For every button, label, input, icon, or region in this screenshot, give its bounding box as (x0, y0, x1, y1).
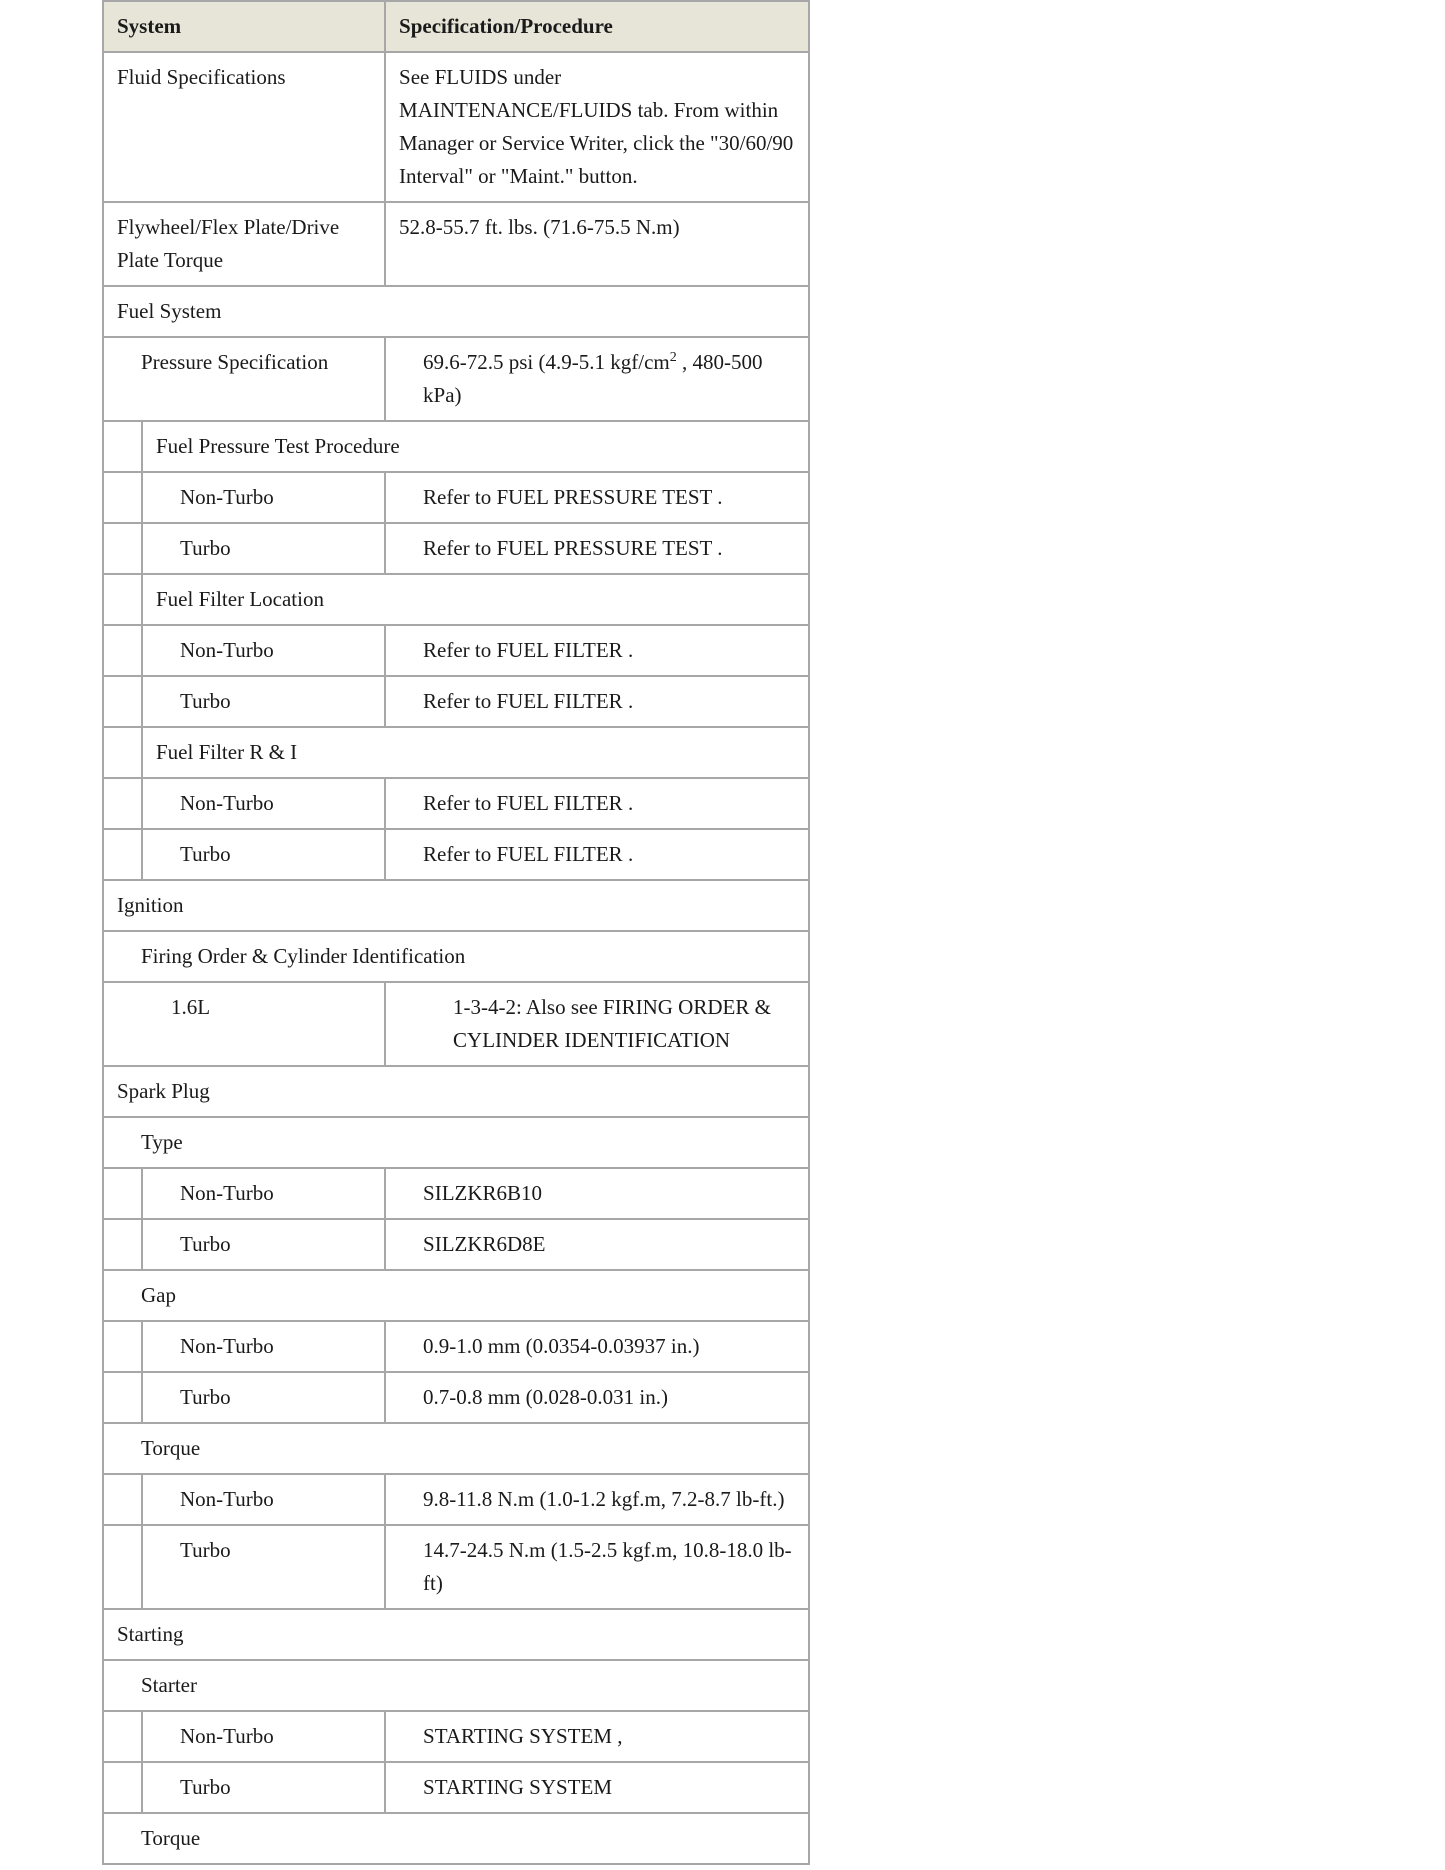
item-value-cell (385, 982, 809, 1066)
item-value: SILZKR6B10 (423, 1181, 543, 1205)
item-value: Refer to FUEL FILTER . (423, 638, 634, 662)
table-section-row (103, 727, 809, 778)
table-section-row (103, 1813, 809, 1864)
table-section-row (103, 1660, 809, 1711)
item-value: 0.7-0.8 mm (0.028-0.031 in.) (423, 1385, 668, 1409)
table-body (103, 52, 809, 1864)
item-label: Pressure Specification (141, 350, 329, 374)
item-value-cell (385, 337, 809, 421)
section-label-cell (103, 1066, 809, 1117)
table-row (103, 1525, 809, 1609)
table-row (103, 1168, 809, 1219)
section-label: Ignition (117, 893, 184, 917)
item-value-cell (385, 829, 809, 880)
section-label: Fuel Pressure Test Procedure (156, 434, 400, 458)
table-section-row (103, 880, 809, 931)
item-value: Refer to FUEL FILTER . (423, 842, 634, 866)
item-label: Turbo (180, 1538, 231, 1562)
item-value-cell (385, 625, 809, 676)
item-label: Turbo (180, 536, 231, 560)
table-row (103, 52, 809, 202)
indent-gutter-cell (103, 1762, 142, 1813)
section-label: Starter (141, 1673, 197, 1697)
item-value-cell (385, 1525, 809, 1609)
section-label-cell (103, 1117, 809, 1168)
item-label: Turbo (180, 1775, 231, 1799)
item-value-cell (385, 676, 809, 727)
item-label: Turbo (180, 689, 231, 713)
table-section-row (103, 1423, 809, 1474)
item-label-cell (142, 1474, 385, 1525)
item-label-cell (142, 523, 385, 574)
indent-gutter-cell (103, 574, 142, 625)
item-value: STARTING SYSTEM , (423, 1724, 623, 1748)
item-label: Fluid Specifications (117, 65, 286, 89)
item-value-cell (385, 778, 809, 829)
item-value: 14.7-24.5 N.m (1.5-2.5 kgf.m, 10.8-18.0 lb-ft) (423, 1538, 792, 1595)
section-label-cell (142, 574, 809, 625)
item-label: Non-Turbo (180, 1181, 274, 1205)
table-header-row (103, 1, 809, 52)
indent-gutter-cell (103, 1474, 142, 1525)
item-value: SILZKR6D8E (423, 1232, 546, 1256)
item-value-cell (385, 1762, 809, 1813)
item-value-cell (385, 1321, 809, 1372)
section-label-cell (142, 727, 809, 778)
item-value-cell (385, 523, 809, 574)
section-label-cell (103, 1423, 809, 1474)
table-row (103, 523, 809, 574)
item-value: 0.9-1.0 mm (0.0354-0.03937 in.) (423, 1334, 700, 1358)
item-label: Non-Turbo (180, 485, 274, 509)
section-label-cell (103, 1270, 809, 1321)
item-label-cell (142, 1762, 385, 1813)
item-value-cell (385, 202, 809, 286)
item-label: Non-Turbo (180, 791, 274, 815)
section-label-cell (142, 421, 809, 472)
table-section-row (103, 1066, 809, 1117)
column-header-procedure: Specification/Procedure (385, 1, 809, 52)
table-row (103, 676, 809, 727)
item-value: Refer to FUEL FILTER . (423, 689, 634, 713)
item-value-cell (385, 1474, 809, 1525)
item-value: See FLUIDS under MAINTENANCE/FLUIDS tab. From within Manager or Service Writer, click the "30/60/90 Interval" or "Maint." button. (399, 65, 794, 188)
item-label-cell (103, 337, 385, 421)
item-value: Refer to FUEL FILTER . (423, 791, 634, 815)
table-row (103, 1372, 809, 1423)
table-row (103, 982, 809, 1066)
section-label-cell (103, 1609, 809, 1660)
item-value-cell (385, 52, 809, 202)
section-label: Torque (141, 1826, 201, 1850)
item-label-cell (142, 1168, 385, 1219)
table-row (103, 1711, 809, 1762)
section-label-cell (103, 931, 809, 982)
item-label: Non-Turbo (180, 1487, 274, 1511)
table-section-row (103, 421, 809, 472)
table-row (103, 1474, 809, 1525)
table-section-row (103, 1270, 809, 1321)
section-label: Firing Order & Cylinder Identification (141, 944, 466, 968)
item-label: Turbo (180, 1385, 231, 1409)
table-section-row (103, 1609, 809, 1660)
item-value: Refer to FUEL PRESSURE TEST . (423, 485, 723, 509)
value-superscript: 2 (669, 350, 677, 365)
section-label: Spark Plug (117, 1079, 210, 1103)
indent-gutter-cell (103, 625, 142, 676)
item-label-cell (103, 52, 385, 202)
item-value: 69.6-72.5 psi (4.9-5.1 kgf/cm (423, 350, 670, 374)
section-label: Fuel Filter Location (156, 587, 324, 611)
indent-gutter-cell (103, 421, 142, 472)
item-value-cell (385, 1372, 809, 1423)
column-header-system: System (103, 1, 385, 52)
section-label: Gap (141, 1283, 176, 1307)
indent-gutter-cell (103, 727, 142, 778)
section-label: Fuel Filter R & I (156, 740, 298, 764)
table-row (103, 1321, 809, 1372)
section-label-cell (103, 1813, 809, 1864)
item-label-cell (142, 1525, 385, 1609)
indent-gutter-cell (103, 1525, 142, 1609)
section-label: Type (141, 1130, 183, 1154)
indent-gutter-cell (103, 523, 142, 574)
item-value: Refer to FUEL PRESSURE TEST . (423, 536, 723, 560)
table-row (103, 337, 809, 421)
table-row (103, 472, 809, 523)
item-label-cell (103, 982, 385, 1066)
item-label: Turbo (180, 1232, 231, 1256)
item-value: 1-3-4-2: Also see FIRING ORDER & CYLINDER IDENTIFICATION (453, 995, 771, 1052)
item-label: 1.6L (171, 995, 211, 1019)
section-label-cell (103, 1660, 809, 1711)
table-row (103, 625, 809, 676)
table-section-row (103, 574, 809, 625)
section-label: Fuel System (117, 299, 222, 323)
table-row (103, 1762, 809, 1813)
table-row (103, 1219, 809, 1270)
item-label: Non-Turbo (180, 1724, 274, 1748)
item-value: 52.8-55.7 ft. lbs. (71.6-75.5 N.m) (399, 215, 680, 239)
item-value: STARTING SYSTEM (423, 1775, 613, 1799)
indent-gutter-cell (103, 472, 142, 523)
item-label-cell (142, 625, 385, 676)
section-label-cell (103, 880, 809, 931)
item-label-cell (142, 1372, 385, 1423)
item-label: Flywheel/Flex Plate/Drive Plate Torque (117, 215, 340, 272)
indent-gutter-cell (103, 829, 142, 880)
item-value-continued: , 480-500 kPa) (423, 350, 763, 407)
specification-table (102, 0, 810, 1865)
indent-gutter-cell (103, 1168, 142, 1219)
section-label-cell (103, 286, 809, 337)
item-value-cell (385, 472, 809, 523)
section-label: Starting (117, 1622, 184, 1646)
indent-gutter-cell (103, 1711, 142, 1762)
item-value-cell (385, 1711, 809, 1762)
item-label: Non-Turbo (180, 638, 274, 662)
indent-gutter-cell (103, 1219, 142, 1270)
item-label: Turbo (180, 842, 231, 866)
item-value-cell (385, 1219, 809, 1270)
item-value-cell (385, 1168, 809, 1219)
item-value: 9.8-11.8 N.m (1.0-1.2 kgf.m, 7.2-8.7 lb-ft.) (423, 1487, 785, 1511)
table-row (103, 202, 809, 286)
table-row (103, 778, 809, 829)
item-label-cell (142, 472, 385, 523)
indent-gutter-cell (103, 676, 142, 727)
indent-gutter-cell (103, 1321, 142, 1372)
item-label: Non-Turbo (180, 1334, 274, 1358)
section-label: Torque (141, 1436, 201, 1460)
item-label-cell (103, 202, 385, 286)
item-label-cell (142, 1711, 385, 1762)
table-row (103, 829, 809, 880)
item-label-cell (142, 1219, 385, 1270)
item-label-cell (142, 778, 385, 829)
indent-gutter-cell (103, 1372, 142, 1423)
table-section-row (103, 1117, 809, 1168)
item-label-cell (142, 1321, 385, 1372)
indent-gutter-cell (103, 778, 142, 829)
table-section-row (103, 286, 809, 337)
item-label-cell (142, 829, 385, 880)
table-section-row (103, 931, 809, 982)
item-label-cell (142, 676, 385, 727)
